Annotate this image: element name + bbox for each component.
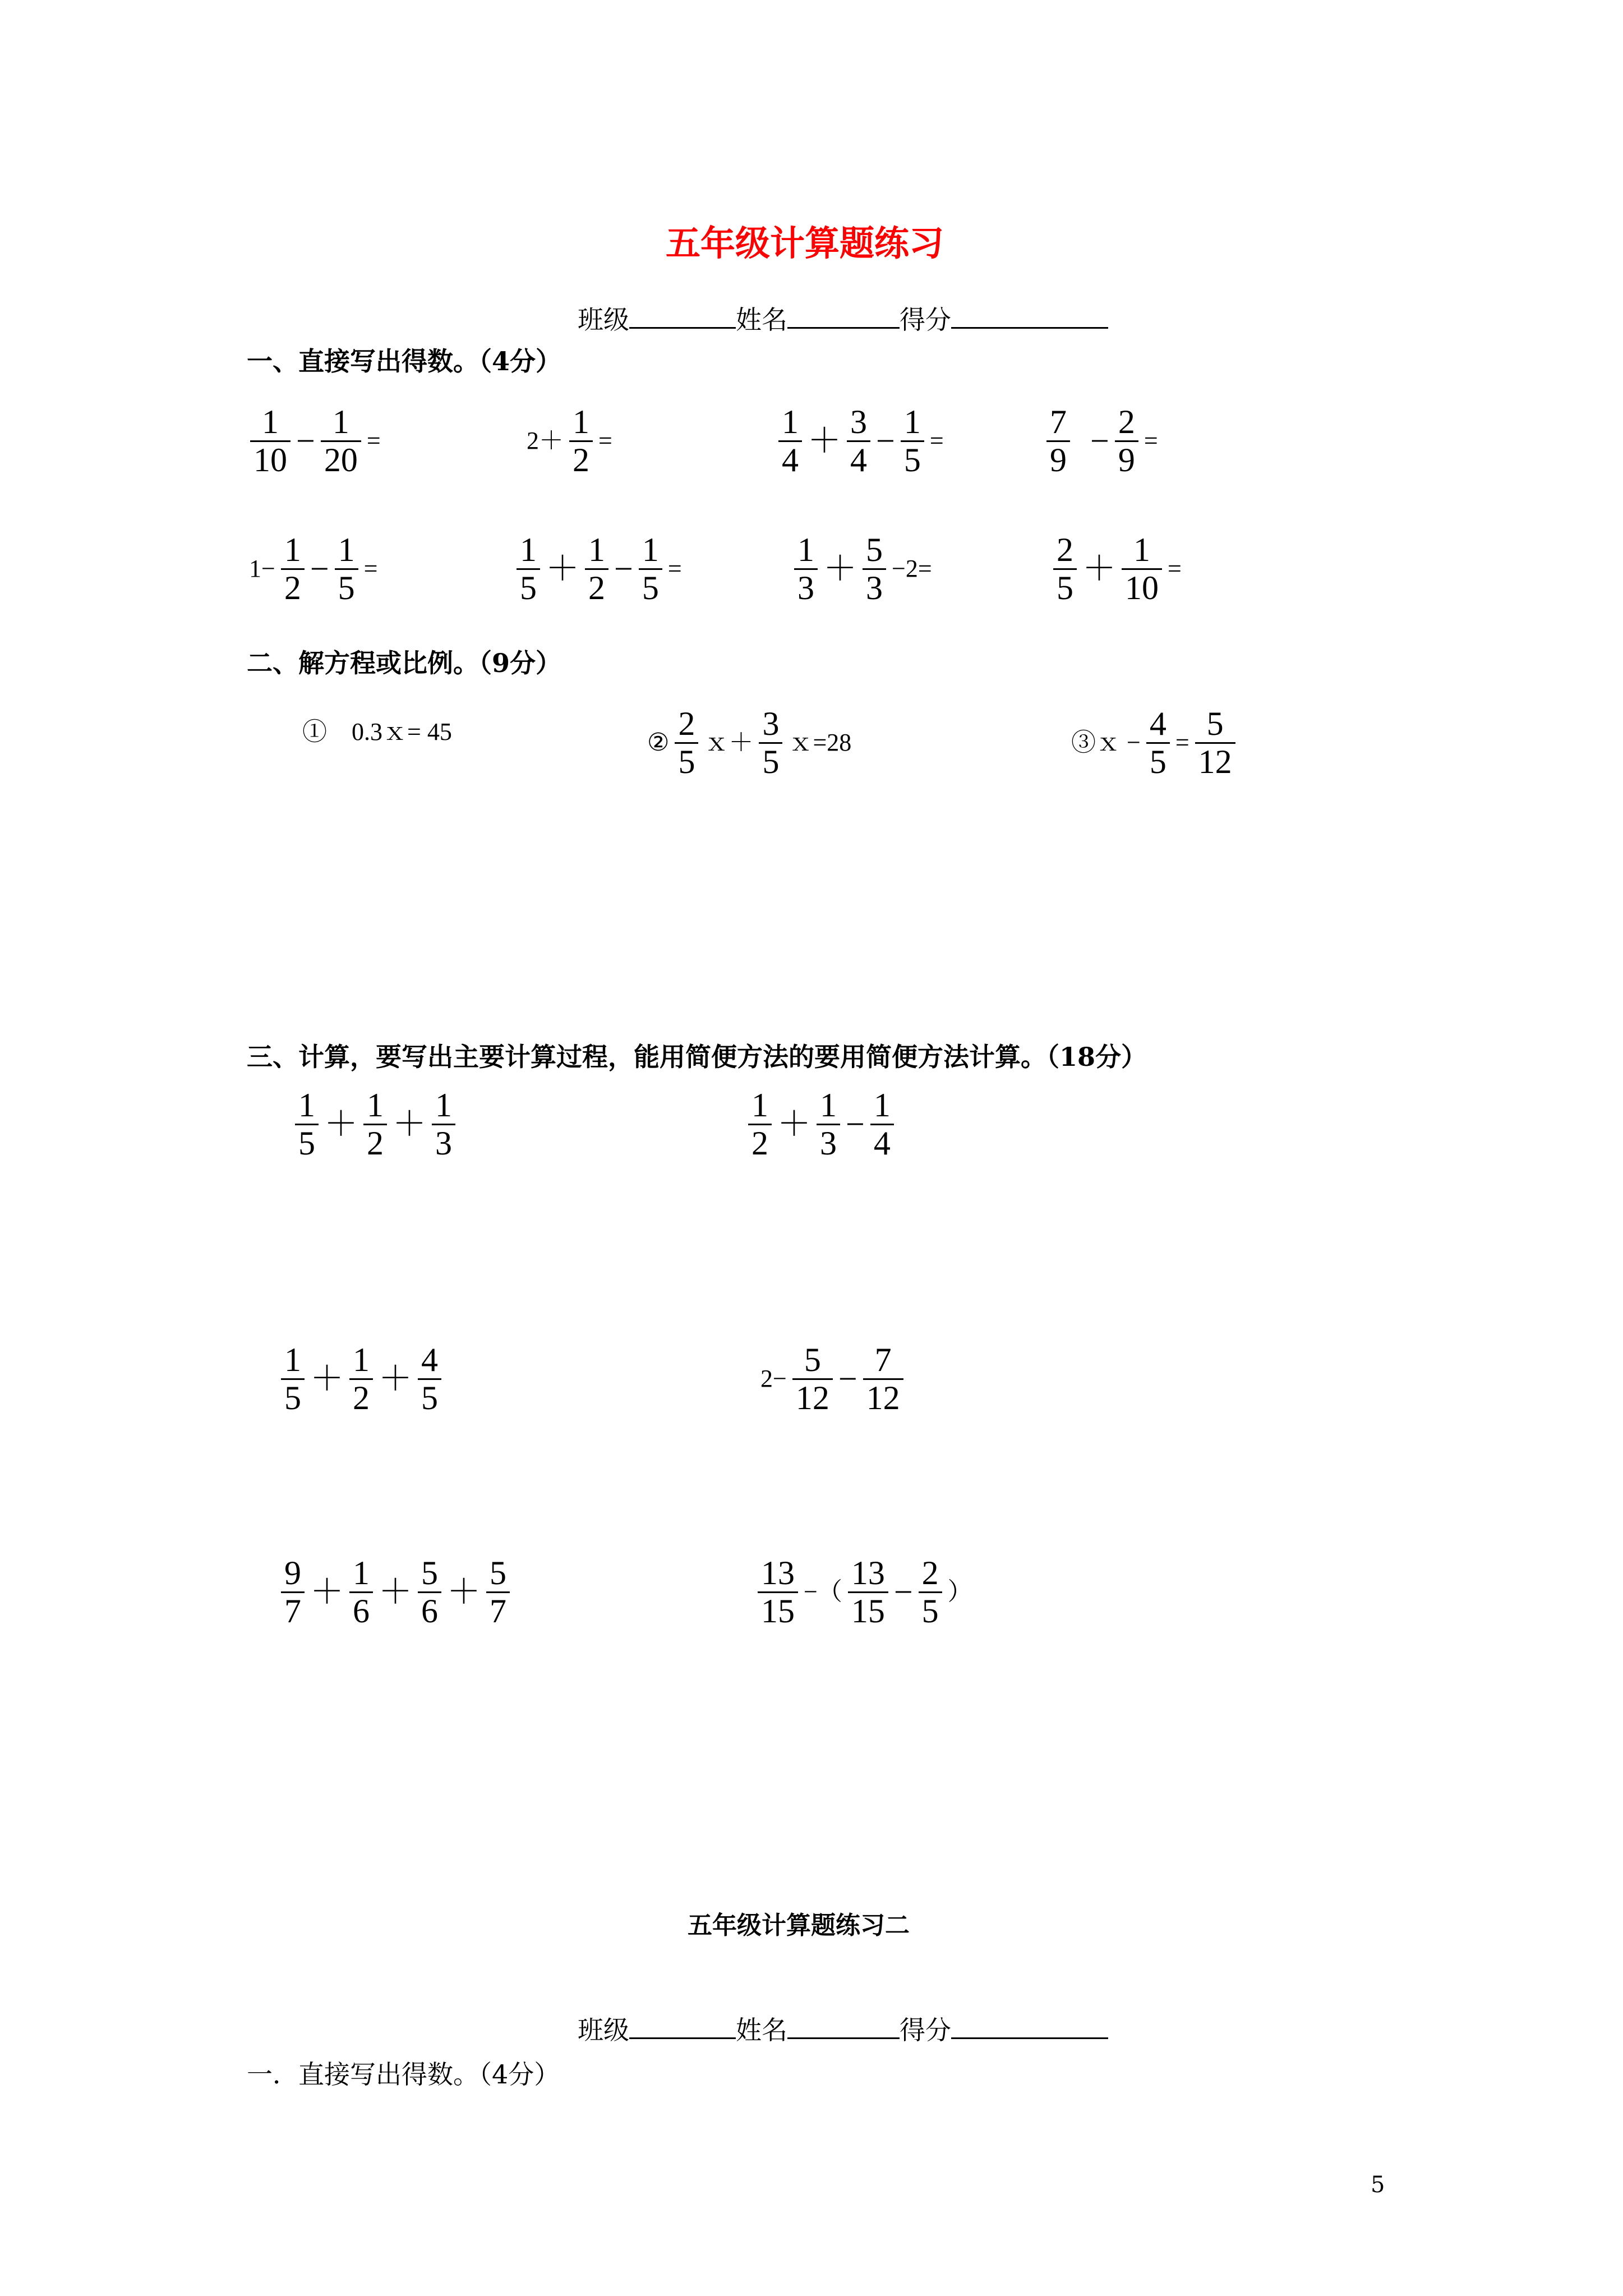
s1-problem-5 [247,532,380,606]
section-1-heading: 一、直接写出得数。（4分） [247,346,562,376]
denominator: 2 [353,1379,370,1416]
operator: ③ｘ − [1071,729,1141,757]
numerator: 1 [338,531,355,568]
fraction [418,1342,441,1416]
denominator: 5 [1149,743,1166,780]
denominator: 2 [751,1124,768,1162]
numerator: 3 [850,403,867,440]
s3-problem-3 [278,1342,445,1416]
fraction [675,706,698,780]
operator: ＋ [777,1106,811,1143]
fraction [758,1555,798,1630]
operator: = [363,555,378,583]
fraction [250,404,291,478]
operator: ① 0.3ｘ= 45 [302,718,452,746]
section-2-heading: 二、解方程或比例。（9分） [247,648,562,678]
operator: − [296,422,315,460]
numerator: 5 [490,1554,506,1591]
s2-equation-2 [645,706,854,780]
fraction [517,532,540,606]
student-info-line [578,300,1108,337]
operator: ＋ [393,1106,426,1143]
s1-problem-8 [1050,532,1184,606]
denominator: 4 [782,441,799,478]
numerator: 1 [435,1087,452,1124]
numerator: 1 [642,531,659,568]
numerator: 7 [874,1341,892,1378]
score-blank[interactable] [951,2037,1108,2039]
fraction [817,1087,840,1162]
numerator: 1 [820,1087,837,1124]
numerator: 1 [284,531,301,568]
operator: ｘ=28 [788,729,852,757]
operator: = [667,555,682,583]
operator: ＋ [324,1106,358,1143]
fraction [794,532,818,606]
denominator: 7 [284,1592,301,1630]
denominator: 5 [298,1124,315,1162]
fraction [1122,532,1162,606]
s1-problem-6 [513,532,684,606]
fraction [778,404,802,478]
denominator: 10 [1125,569,1159,606]
numerator: 3 [762,705,780,742]
fraction [863,532,886,606]
operator: ＋ [379,1360,412,1398]
page-number: 5 [1371,2172,1385,2198]
fraction [349,1555,373,1630]
operator: − [838,1360,857,1398]
s2-equation-3 [1069,706,1239,780]
numerator: 13 [761,1554,795,1591]
section-3-heading: 三、计算，要写出主要计算过程，能用简便方法的要用简便方法计算。（18分） [247,1042,1147,1072]
fraction [1046,404,1070,478]
operator: = [598,427,612,455]
score-blank[interactable] [951,326,1108,329]
numerator: 1 [588,531,605,568]
denominator: 2 [573,441,589,478]
denominator: 3 [866,569,883,606]
numerator: 2 [921,1554,939,1591]
s2-equation-1 [300,720,454,744]
s3-problem-2 [745,1087,897,1162]
numerator: 1 [332,403,349,440]
fraction [639,532,662,606]
numerator: 4 [421,1341,438,1378]
denominator: 5 [678,743,695,780]
fraction [363,1087,387,1162]
numerator: 5 [804,1341,821,1378]
numerator: 9 [284,1554,301,1591]
denominator: 5 [642,569,659,606]
fraction [281,532,305,606]
fraction [281,1555,305,1630]
s3-problem-5 [278,1555,513,1630]
numerator: 1 [262,403,279,440]
numerator: 1 [751,1087,768,1124]
numerator: 5 [421,1554,438,1591]
denominator: 4 [873,1124,891,1162]
numerator: 4 [1149,705,1166,742]
name-label: 姓名 [736,2015,787,2045]
fraction [848,1555,888,1630]
denominator: 20 [324,441,358,478]
name-label: 姓名 [736,305,787,335]
score-label: 得分 [900,2015,951,2045]
s3-problem-6 [754,1555,975,1630]
operator: ＋ [310,1360,344,1398]
denominator: 9 [1118,441,1135,478]
numerator: 7 [1050,403,1067,440]
denominator: 5 [903,441,921,478]
fraction [1053,532,1077,606]
denominator: 12 [795,1379,829,1416]
s1-problem-4 [1043,404,1160,478]
fraction [748,1087,772,1162]
fraction [585,532,608,606]
s3-problem-1 [292,1087,459,1162]
operator: ｘ＋ [704,729,754,757]
numerator: 1 [298,1087,315,1124]
fraction [569,404,593,478]
s1-problem-3 [775,404,946,478]
numerator: 2 [1118,403,1135,440]
operator: 1− [249,555,275,583]
denominator: 12 [1198,743,1232,780]
numerator: 1 [797,531,814,568]
name-blank[interactable] [787,326,900,329]
operator: 2− [760,1365,787,1393]
s1-problem-7 [791,532,934,606]
denominator: 2 [588,569,605,606]
operator: − [876,422,895,460]
denominator: 5 [1057,569,1073,606]
fraction [349,1342,373,1416]
fraction [432,1087,455,1162]
denominator: 9 [1050,441,1067,478]
denominator: 3 [820,1124,837,1162]
operator: − [310,550,329,588]
numerator: 1 [573,403,589,440]
operator: ② [647,729,670,757]
numerator: 1 [873,1087,891,1124]
denominator: 5 [762,743,780,780]
numerator: 13 [851,1554,885,1591]
denominator: 2 [367,1124,384,1162]
fraction [847,404,870,478]
denominator: 5 [284,1379,301,1416]
part2-student-info-line [578,2010,1108,2047]
denominator: 5 [520,569,537,606]
numerator: 1 [353,1341,370,1378]
denominator: 3 [435,1124,452,1162]
operator: ＋ [808,422,841,460]
s1-problem-1 [247,404,383,478]
fraction [919,1555,942,1630]
fraction [863,1342,903,1416]
fraction [870,1087,894,1162]
numerator: 1 [782,403,799,440]
numerator: 1 [903,403,921,440]
operator: −（ [804,1578,842,1606]
operator: = [1175,729,1189,757]
denominator: 2 [284,569,301,606]
class-blank[interactable] [629,2037,736,2039]
operator: = [929,427,944,455]
part2-section-1-heading: 一．直接写出得数。（4分） [247,2059,560,2090]
fraction [281,1342,305,1416]
class-label: 班级 [578,305,629,335]
denominator: 12 [866,1379,900,1416]
operator: ＋ [1082,550,1116,588]
numerator: 1 [353,1554,370,1591]
denominator: 4 [850,441,867,478]
class-label: 班级 [578,2015,629,2045]
fraction [759,706,782,780]
fraction [295,1087,319,1162]
operator: ＋ [310,1573,344,1611]
fraction [321,404,361,478]
fraction [486,1555,510,1630]
denominator: 15 [851,1592,885,1630]
operator: = [1144,427,1158,455]
operator: ＋ [447,1573,481,1611]
denominator: 5 [921,1592,939,1630]
numerator: 1 [367,1087,384,1124]
fraction [1115,404,1138,478]
numerator: 2 [678,705,695,742]
operator: − [846,1106,865,1143]
operator: ＋ [823,550,857,588]
fraction [792,1342,833,1416]
fraction [335,532,358,606]
operator: − [614,550,633,588]
fraction [901,404,924,478]
operator: 2＋ [527,427,564,455]
numerator: 5 [1206,705,1224,742]
denominator: 15 [761,1592,795,1630]
denominator: 10 [253,441,287,478]
operator: − [1090,422,1109,460]
fraction [1195,706,1235,780]
denominator: 5 [338,569,355,606]
name-blank[interactable] [787,2037,900,2039]
numerator: 5 [866,531,883,568]
score-label: 得分 [900,305,951,335]
page-title: 五年级计算题练习 [666,223,944,264]
part2-title: 五年级计算题练习二 [688,1911,910,1940]
s3-problem-4 [758,1342,907,1416]
denominator: 3 [797,569,814,606]
operator: ＋ [379,1573,412,1611]
operator: − [893,1573,913,1611]
numerator: 1 [520,531,537,568]
numerator: 1 [284,1341,301,1378]
operator: ） [947,1578,972,1606]
s1-problem-2 [524,404,615,478]
class-blank[interactable] [629,326,736,329]
denominator: 6 [421,1592,438,1630]
operator: = [366,427,381,455]
numerator: 2 [1057,531,1073,568]
numerator: 1 [1133,531,1150,568]
operator: −2= [892,555,932,583]
operator: = [1168,555,1182,583]
fraction [1146,706,1170,780]
denominator: 6 [353,1592,370,1630]
denominator: 5 [421,1379,438,1416]
fraction [418,1555,441,1630]
denominator: 7 [490,1592,506,1630]
operator: ＋ [546,550,579,588]
